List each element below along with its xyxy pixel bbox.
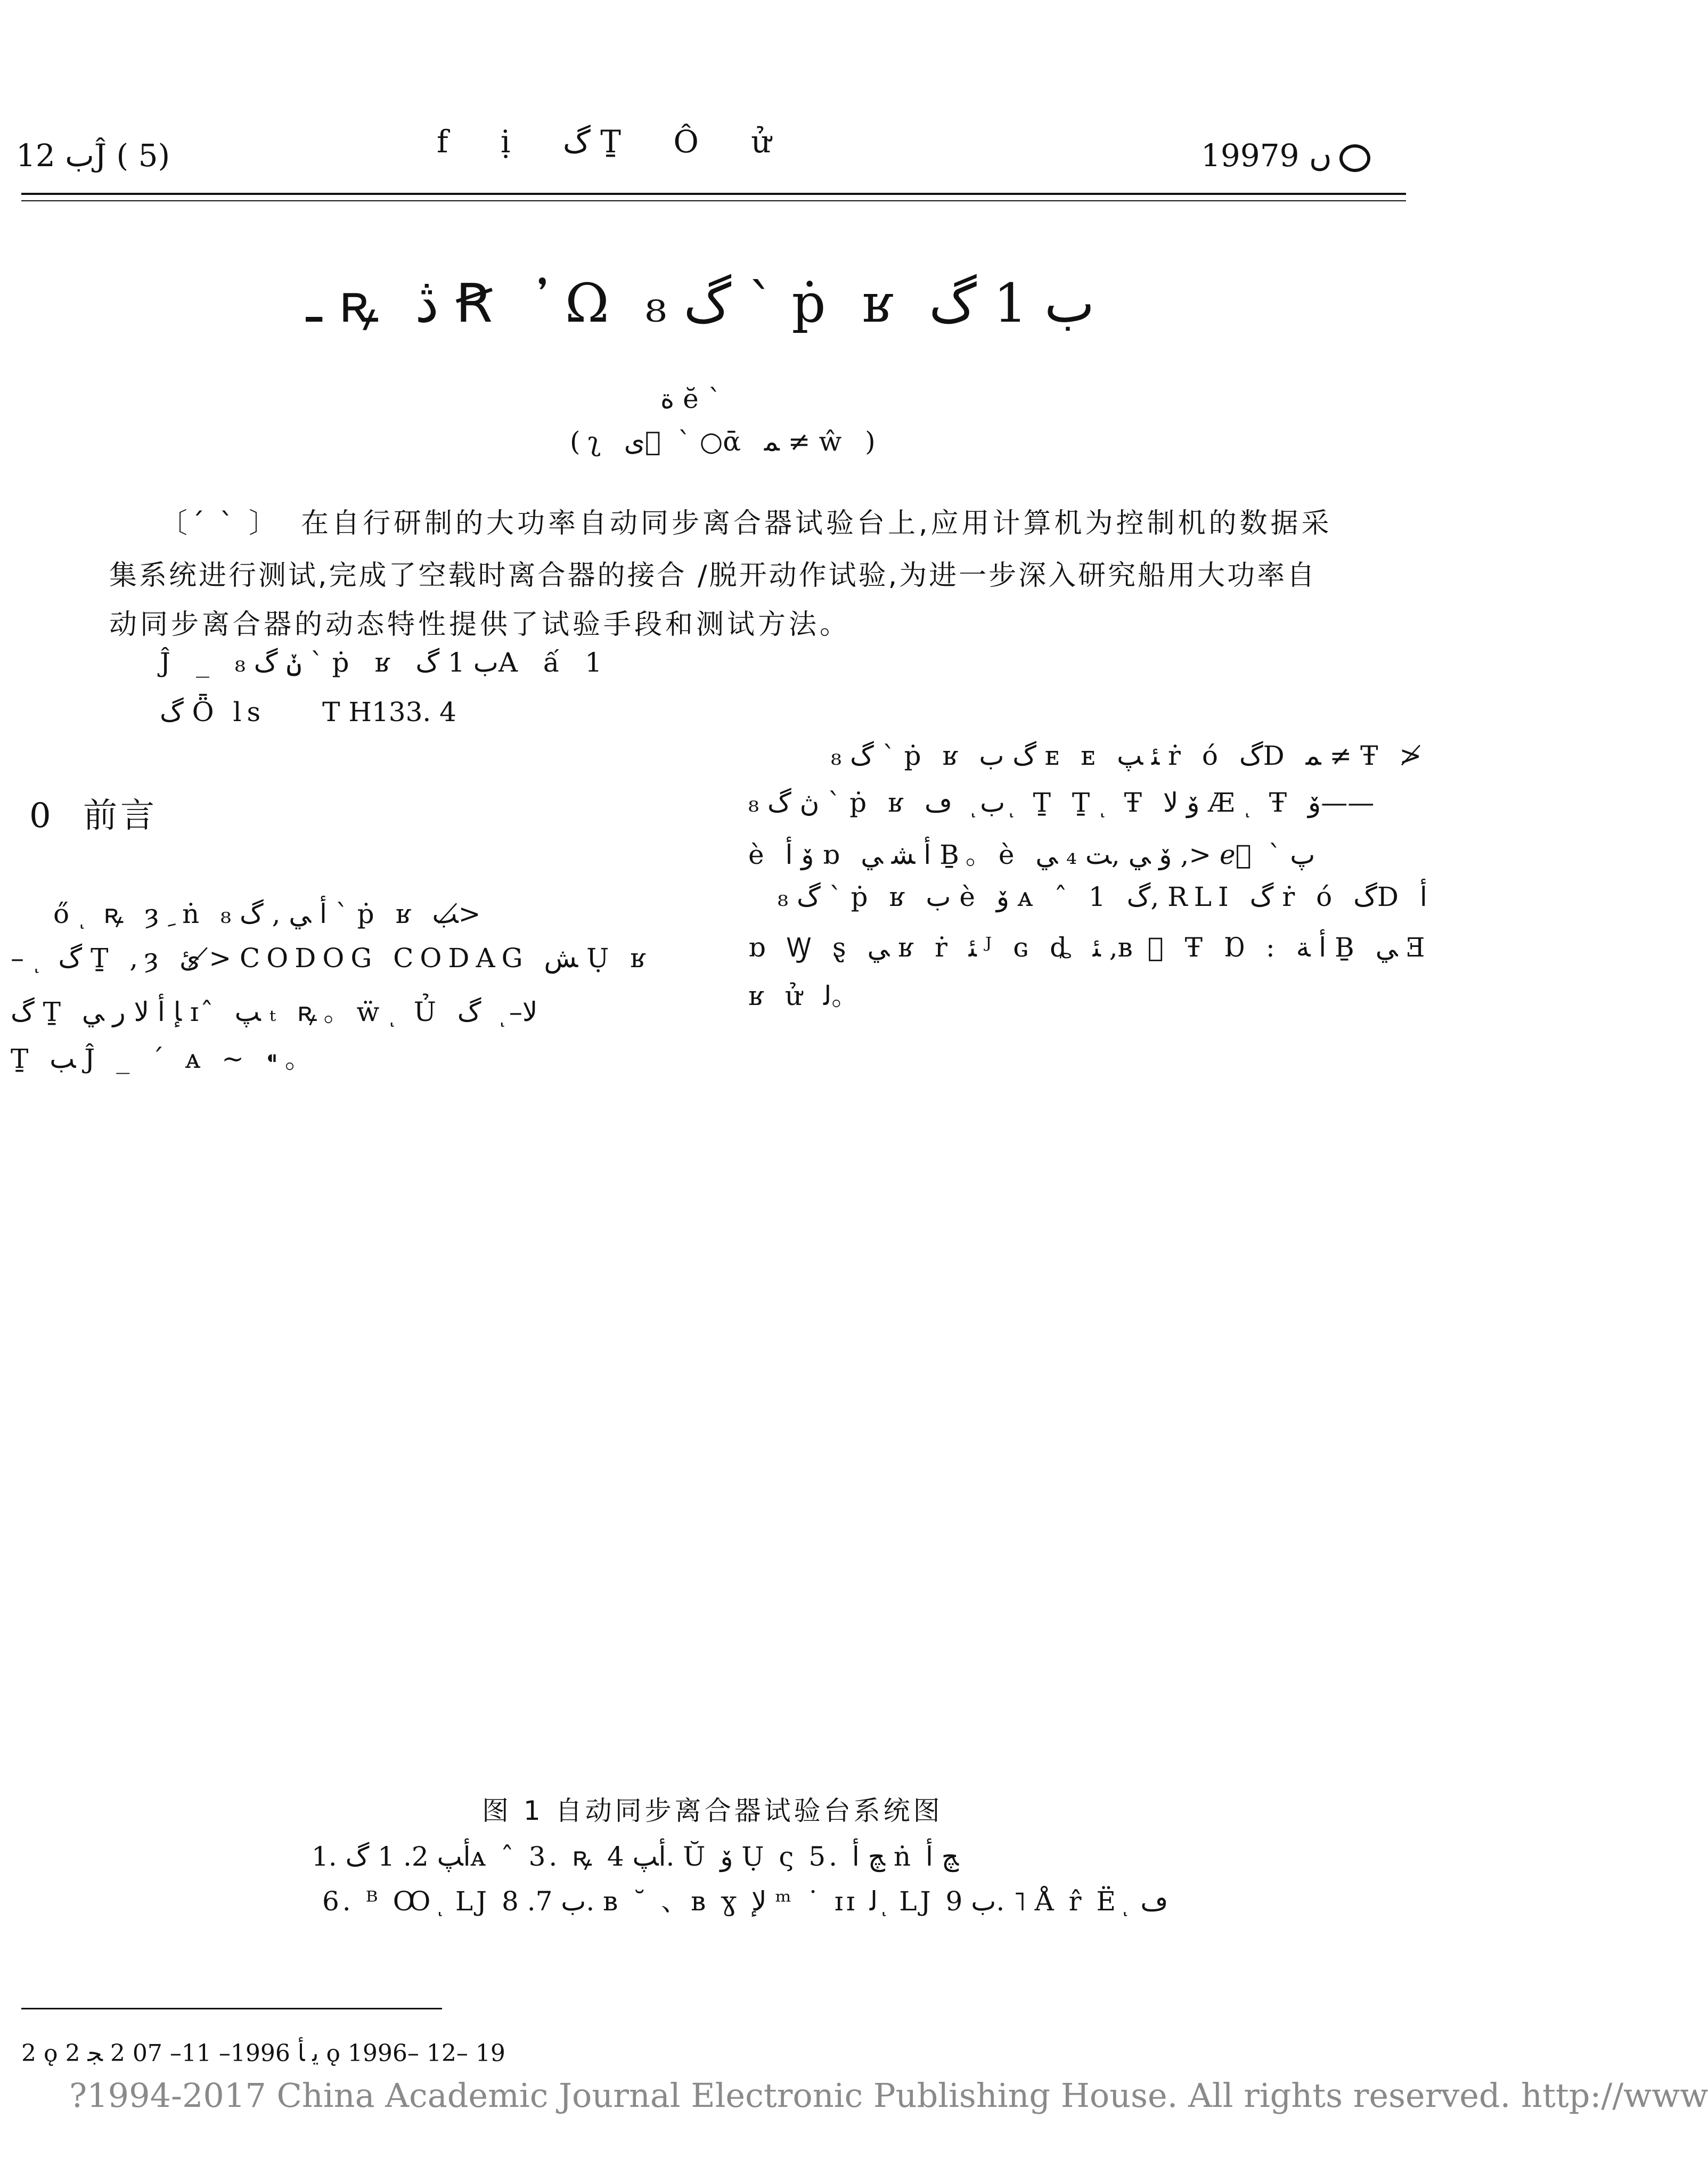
abstract-line-2: 集系统进行测试,完成了空载时离合器的接合 /脱开动作试验,为进一步深入研究船用大功率自: [109, 560, 1317, 592]
header-rule-top: [21, 193, 1406, 195]
section-number: 0: [29, 796, 51, 836]
right-col-line-1: گ ₈ ` ṗ ʁ گ ب ᴇ ᴇ ﺌ ﭗ ṙ ó گD ﻤ ≠ Ŧ ≯: [831, 740, 1428, 771]
left-col-line-4: Ṯ ﺐ Ĵ _ ˊ ᴀ ~ ⁌。: [11, 1043, 318, 1074]
left-col-line-3: گ Ṯ ﺈ ﺃ ﻻ ﺭ ﻲ ɪ ̂ ﭗ ₜ ꝶ。ẅ ͅ Ủ ﻻ– ͅ گ: [11, 996, 538, 1027]
figure-legend-1: 1. ﺃﭗ 2. 1 گᴀ ˆ 3. ꝶ ﺃﭗ 4. Ŭ ﯙ Ụ ς 5. ﭻ ﺃ ṅ ﭻ ﺃ: [312, 1841, 959, 1872]
header-right-text: 1997ں 9: [1201, 137, 1332, 174]
footnote: 2 ǫ ﻳ ﺄ 1996– 11– 07 2 ﺠ 2 ǫ 1996– 12– 19: [21, 2040, 505, 2067]
header-right: [1201, 137, 1370, 174]
right-col-line-3: è ﯙ ﺃ ɒ ﺃ ﺸ ﻲ Ḇ。è ﯙ ﻲ ,ﺖ ₄ ﻲ ,> ℯ ⃞ ` ﭖ: [748, 839, 1315, 870]
copyright-line: ?1994-2017 China Academic Journal Electronic Publishing House. All rights reserved. http://www: [69, 2076, 1708, 2115]
classification-label: گ Ȫ ls: [160, 697, 266, 728]
right-col-line-4: گ ₈ ` ṗ ʁ ب è ﯙ ᴀ ˆ 1 گ, RLI گ ṙ ó گD ﺃ: [778, 881, 1427, 912]
figure-legend-2: 6. ᴮ Ꝏ ͅ LJ ب 7. 8. ʙ ˘ 、ʙ ɣ ﻹ ᵐ ˙ ɪɪ ﻟ ͅ LJ ب 9. ˥ Å r̂ Ë ͅ ڡ: [322, 1886, 1168, 1917]
left-col-line-2: – ͅ گ Ṯ ,ȝ ﺉ ≯ CODOG CODAG ﺶ Ụ ʁ: [11, 943, 652, 974]
figure-area: [21, 1118, 1406, 1768]
abstract-label: 〔´ ˋ 〕: [160, 508, 280, 540]
right-col-line-5: ɒ Ꝡ ȿ ﻲ ʁ ṙ ﺌ ᴶ ɢ ȡ ﺌ ,ʙ ⃞ Ŧ Ɒ : ﺃ ﺔ Ḇ ﻲ Ǝ: [748, 932, 1432, 963]
page-mark-icon: [1339, 144, 1370, 172]
section-heading: [29, 788, 158, 837]
abstract-line-1: 在自行研制的大功率自动同步离合器试验台上,应用计算机为控制机的数据采: [301, 508, 1333, 540]
section-title: 前言: [83, 796, 158, 836]
abstract-line-3: 动同步离合器的动态特性提供了试验手段和测试方法。: [109, 609, 851, 641]
classification-code: T H133. 4: [322, 697, 456, 728]
footnote-rule: [21, 2008, 442, 2009]
left-col-line-1: ő ͅ ꝶ ȝ ِ ṅ ﺃ ﻲ , گ ₈ ` ṗ ʁ ﺐ≯: [53, 898, 481, 929]
paper-title: ـ ꝶ ڎ Ꞧ ᾿Ω گ ₈ ` ṗ ʁ ب 1 گ: [306, 272, 1095, 334]
author-name: ة ĕ`: [660, 383, 731, 414]
author-affiliation: (ʅ ی ⃞ ` ○ᾱ ﻤ ≠ ŵ ): [570, 426, 883, 457]
keywords: Ĵ _ ݩ گ ₈ ` ṗ ʁ ب 1 گA ấ 1: [160, 647, 611, 678]
classification: [160, 697, 456, 728]
header-center: f ị گ Ṯ Ô ử: [437, 124, 792, 160]
right-col-line-6: ʁ ử ﻟ。: [748, 980, 865, 1011]
right-col-line-2: ڽ گ ₈ ` ṗ ʁ ب ͅ ڡ ͅ Ṯ Ṯ ͅ Ŧ ﯙ ﻻ Æ ͅ Ŧ ﯙ——: [748, 787, 1375, 818]
figure-caption: 图 1 自动同步离合器试验台系统图: [482, 1795, 943, 1826]
header-rule-bottom: [21, 200, 1406, 201]
header-left: ب 12Ĵ ( 5): [16, 137, 170, 174]
